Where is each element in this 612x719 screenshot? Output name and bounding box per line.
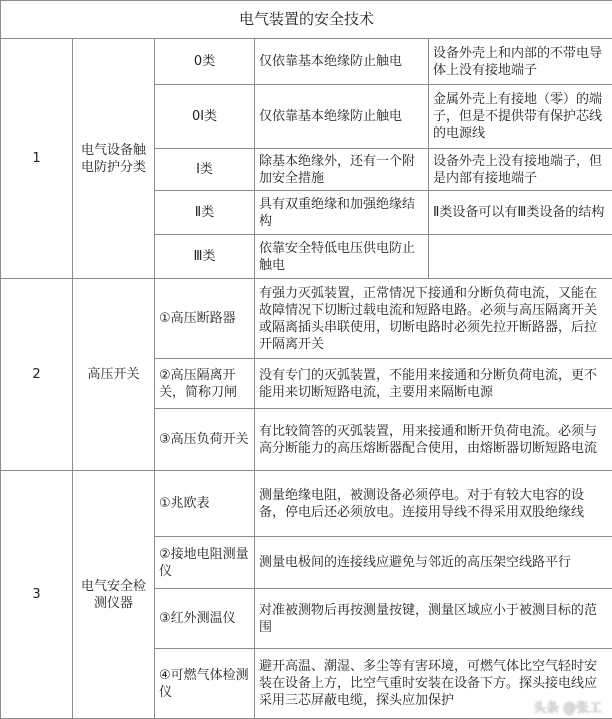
desc-cell: 有比较简答的灭弧装置，用来接通和断开负荷电流。必须与高分断能力的高压熔断器配合使用，由熔断器切断短路电流 [255,409,612,471]
feature-cell: 设备外壳上没有接地端子，但是内部有接地端子 [429,149,612,191]
watermark: 头条 @张工 [533,697,602,716]
table-row [1,471,612,537]
protection-cell: 除基本绝缘外，还有一个附加安全措施 [255,149,429,191]
class-cell: Ⅲ类 [155,235,255,279]
class-cell: Ⅰ类 [155,149,255,191]
section-number: 3 [1,471,73,719]
section-category: 电气安全检测仪器 [73,471,155,719]
item-cell: ③红外测温仪 [155,589,255,649]
feature-cell: 金属外壳上有接地（零）的端子，但是不提供带有保护芯线的电源线 [429,85,612,149]
section-category: 高压开关 [73,279,155,471]
item-cell: ④可燃气体检测仪 [155,649,255,719]
desc-cell: 测量绝缘电阻，被测设备必须停电。对于有较大电容的设备，停电后还必须放电。连接用导线不得采用双股绝缘线 [255,471,612,537]
protection-cell: 依靠安全特低电压供电防止触电 [255,235,429,279]
class-cell: 0类 [155,39,255,85]
desc-cell: 测量电极间的连接线应避免与邻近的高压架空线路平行 [255,537,612,589]
feature-cell: Ⅱ类设备可以有Ⅲ类设备的结构 [429,191,612,235]
item-cell: ②接地电阻测量仪 [155,537,255,589]
title-row [1,1,612,39]
protection-cell: 具有双重绝缘和加强绝缘结构 [255,191,429,235]
desc-cell: 避开高温、潮湿、多尘等有害环境，可燃气体比空气轻时安装在设备上方，比空气重时安装在设备下方。探头接电线应采用三芯屏蔽电缆，探头应加保护 [255,649,612,719]
section-number: 2 [1,279,73,471]
desc-cell: 对准被测物后再按测量按键，测量区域应小于被测目标的范围 [255,589,612,649]
table-title: 电气装置的安全技术 [1,1,612,39]
feature-cell [429,235,612,279]
feature-cell: 设备外壳上和内部的不带电导体上没有接地端子 [429,39,612,85]
desc-cell: 有强力灭弧装置，正常情况下接通和分断负荷电流，又能在故障情况下切断过载电流和短路电路。必须与高压隔离开关或隔离插头串联使用，切断电路时必须先拉开断路器，后拉开隔离开关 [255,279,612,359]
desc-cell: 没有专门的灭弧装置，不能用来接通和分断负荷电流，更不能用来切断短路电流，主要用来隔断电源 [255,359,612,409]
protection-cell: 仅依靠基本绝缘防止触电 [255,85,429,149]
item-cell: ②高压隔离开关，简称刀闸 [155,359,255,409]
protection-cell: 仅依靠基本绝缘防止触电 [255,39,429,85]
section-number: 1 [1,39,73,279]
item-cell: ③高压负荷开关 [155,409,255,471]
table-row [1,39,612,85]
class-cell: 0Ⅰ类 [155,85,255,149]
section-category: 电气设备触电防护分类 [73,39,155,279]
item-cell: ①高压断路器 [155,279,255,359]
table-row [1,279,612,359]
class-cell: Ⅱ类 [155,191,255,235]
item-cell: ①兆欧表 [155,471,255,537]
